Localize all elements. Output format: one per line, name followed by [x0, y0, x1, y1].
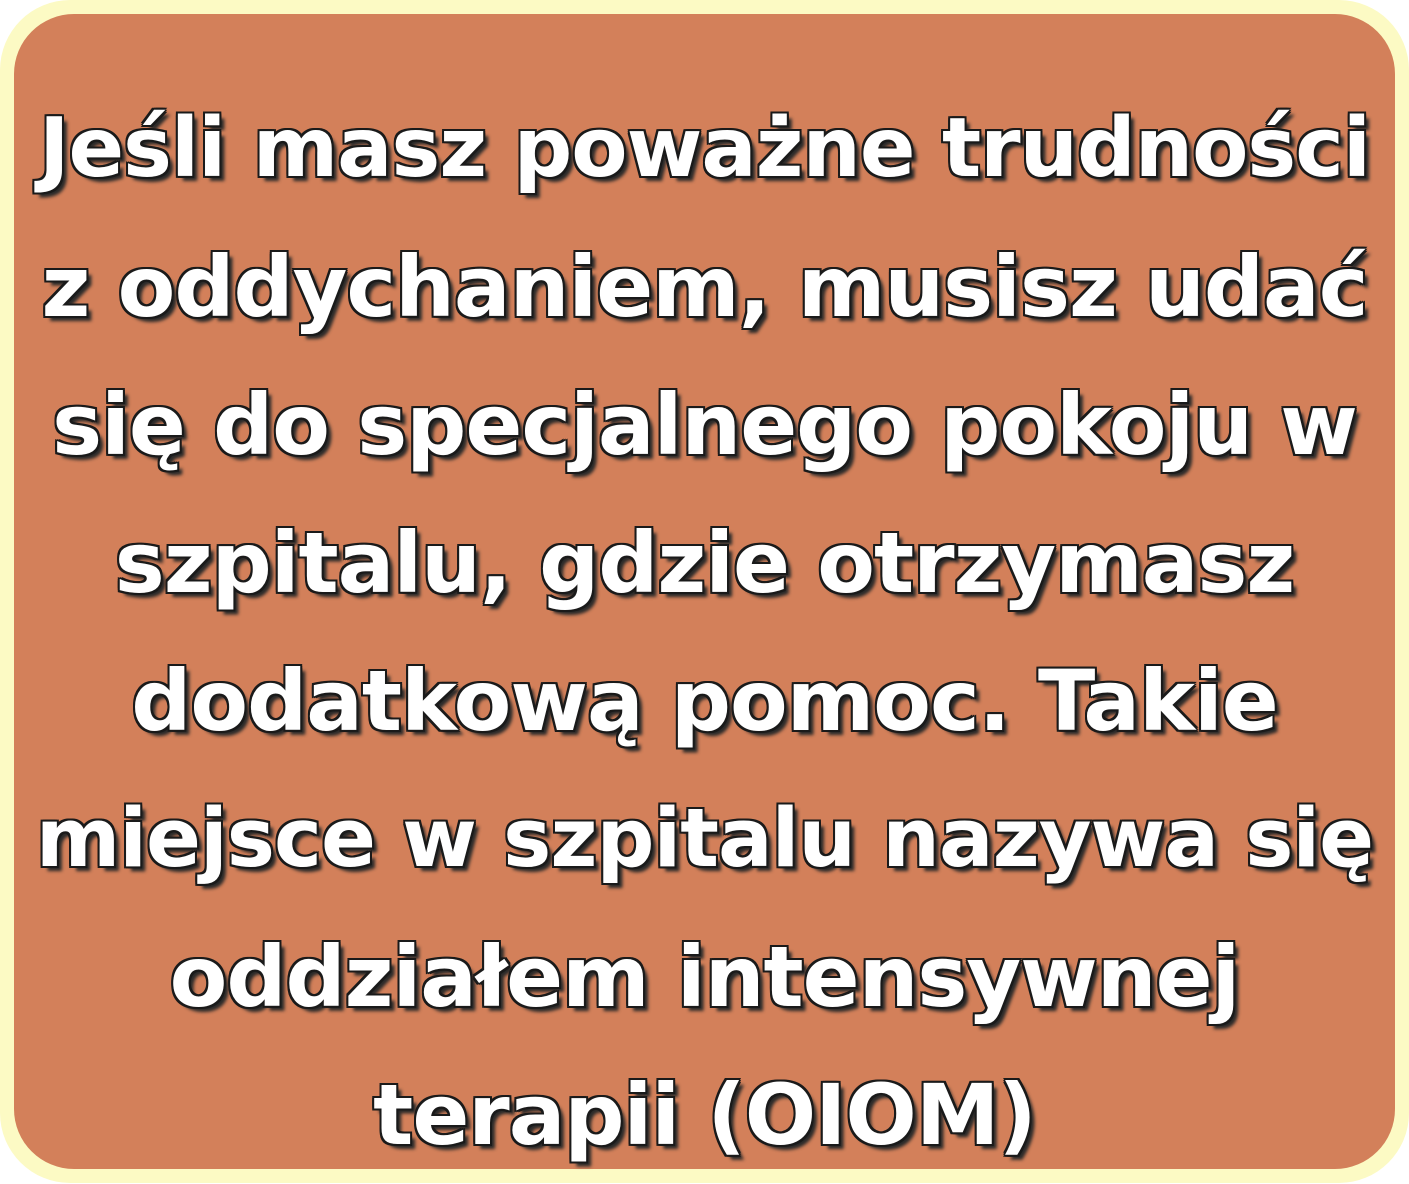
text-line-6: miejsce w szpitalu nazywa się — [35, 792, 1374, 886]
text-line-8: terapii (OIOM) — [373, 1066, 1036, 1164]
text-line-2: z oddychaniem, musisz udać — [41, 238, 1368, 336]
text-line-3: się do specjalnego pokoju w — [52, 376, 1357, 474]
text-line-7: oddziałem intensywnej — [169, 928, 1240, 1026]
text-line-1: Jeśli masz poważne trudności — [39, 101, 1370, 196]
text-line-4: szpitalu, gdzie otrzymasz — [114, 514, 1295, 612]
info-card — [14, 14, 1395, 1169]
text-line-5: dodatkową pomoc. Takie — [131, 652, 1278, 750]
